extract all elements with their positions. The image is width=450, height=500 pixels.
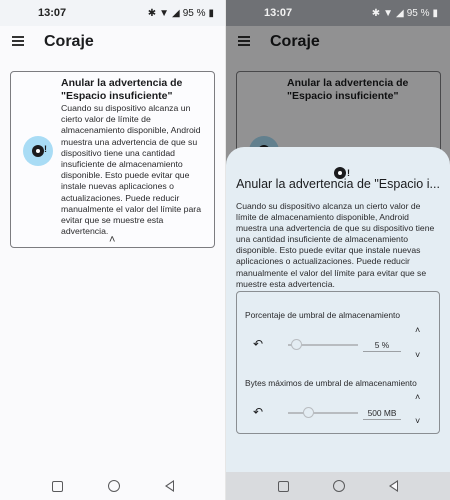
home-button[interactable] [108,480,120,492]
recents-button[interactable] [278,481,289,492]
app-bar [0,26,226,60]
warning-mark: ! [347,168,350,178]
storage-disc-icon [32,145,44,157]
tweak-icon-halo [23,136,53,166]
tweak-card[interactable] [10,71,215,248]
wifi-icon: ▼ [383,7,393,19]
home-button[interactable] [333,480,345,492]
percentage-increment-icon[interactable]: ˄ [415,325,421,335]
percentage-slider-thumb[interactable] [291,339,302,350]
battery-icon: ▮ [432,7,438,19]
bytes-slider[interactable] [288,412,358,414]
battery-text: 95 % [182,7,206,19]
sheet-title: Anular la advertencia de "Espacio i... [236,177,440,191]
bytes-decrement-icon[interactable]: ˅ [415,416,421,426]
back-button[interactable] [165,480,174,492]
signal-icon: ◢ [171,7,180,19]
signal-icon: ◢ [395,7,404,19]
chevron-up-icon[interactable]: ˄ [109,234,116,246]
threshold-settings-card [236,291,440,434]
bytes-increment-icon[interactable]: ˄ [415,392,421,402]
app-title: Coraje [44,33,94,50]
status-time: 13:07 [264,7,293,19]
bottom-sheet-screen [226,0,450,500]
percentage-decrement-icon[interactable]: ˅ [415,350,421,360]
hamburger-menu-icon[interactable] [12,36,24,46]
battery-text: 95 % [406,7,430,19]
nav-bar [226,472,450,500]
sheet-description: Cuando su dispositivo alcanza un cierto valor de límite de almacenamiento disponible, Android muestra una advertencia de que su dispositivo tiene una cantidad insuficiente de almacenamiento disponible. Esto puede evitar que instale nuevas aplicaciones o actualizaciones. Puede reducir manualmente el valor del límite para evitar que se muestre esta advertencia. [236,201,435,289]
bluetooth-icon: ✱ [371,7,381,19]
percentage-value[interactable]: 5 % [363,340,401,352]
wifi-icon: ▼ [159,7,169,19]
back-button[interactable] [389,480,398,492]
bottom-sheet [226,147,450,472]
percentage-slider[interactable] [288,344,358,346]
recents-button[interactable] [52,481,63,492]
status-bar [0,0,226,26]
card-title: Anular la advertencia de "Espacio insuficiente" [61,77,183,102]
status-icons [148,8,214,19]
warning-mark: ! [44,144,47,154]
bluetooth-icon: ✱ [147,7,157,19]
app-title: Coraje [270,33,320,50]
nav-bar [0,472,226,500]
percentage-threshold-label: Porcentaje de umbral de almacenamiento [245,310,401,320]
status-bar [226,0,450,26]
battery-icon: ▮ [208,7,214,19]
status-time: 13:07 [38,7,67,19]
bytes-reset-icon[interactable]: ↶ [253,405,264,419]
percentage-reset-icon[interactable]: ↶ [253,337,264,351]
bytes-value[interactable]: 500 MB [363,408,401,420]
card-description: Cuando su dispositivo alcanza un cierto valor de límite de almacenamiento disponible, Android muestra una advertencia de que su dispositivo tiene una cantidad insuficiente de almacenamiento disponible. Esto puede evitar que instale nuevas aplicaciones o actualizaciones. Puede reducir manualmente el valor del límite para evitar que se muestre esta advertencia. [61,103,202,237]
card-title: Anular la advertencia de "Espacio insuficiente" [287,77,409,102]
bytes-slider-thumb[interactable] [303,407,314,418]
status-icons [372,8,438,19]
bytes-threshold-label: Bytes máximos de umbral de almacenamiento [245,378,417,388]
